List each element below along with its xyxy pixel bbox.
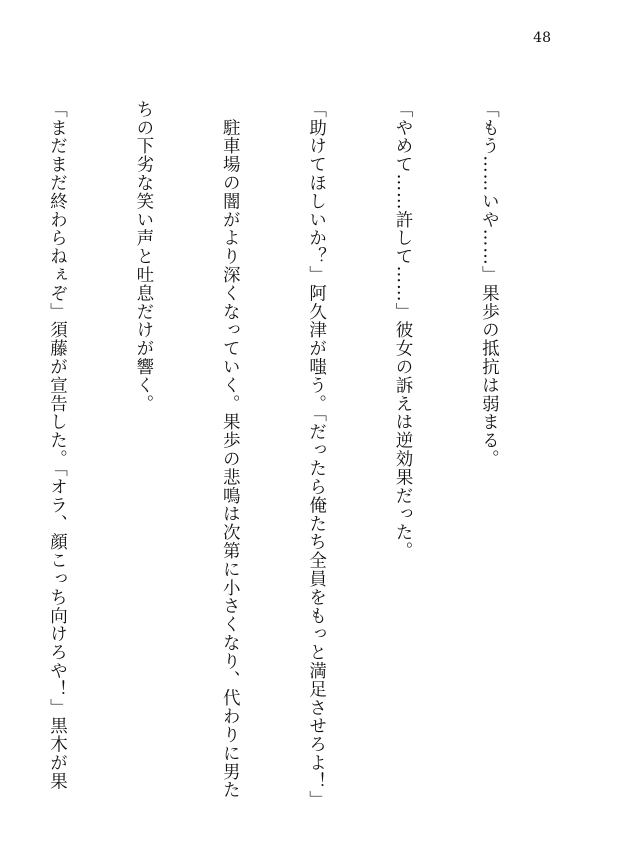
text-line-5: ちの下劣な笑い声と吐息だけが響く。	[133, 100, 154, 413]
text-line-3: 「助けてほしいか？」阿久津が嗤う。「だったら俺たち全員をもっと満足させろよ！」	[306, 100, 327, 809]
text-line-1: 「もう……いや……」果歩の抵抗は弱まる。	[479, 100, 500, 468]
text-line-2: 「やめて……許して……」彼女の訴えは逆効果だった。	[393, 100, 414, 560]
text-line-6: 「まだまだ終わらねぇぞ」須藤が宣告した。「オラ、顔こっち向けろや！」黒木が果	[47, 100, 68, 791]
text-line-4: 駐車場の闇がより深くなっていく。果歩の悲鳴は次第に小さくなり、代わりに男た	[220, 100, 241, 800]
page-number: 48	[533, 30, 551, 46]
body-text	[0, 100, 561, 809]
